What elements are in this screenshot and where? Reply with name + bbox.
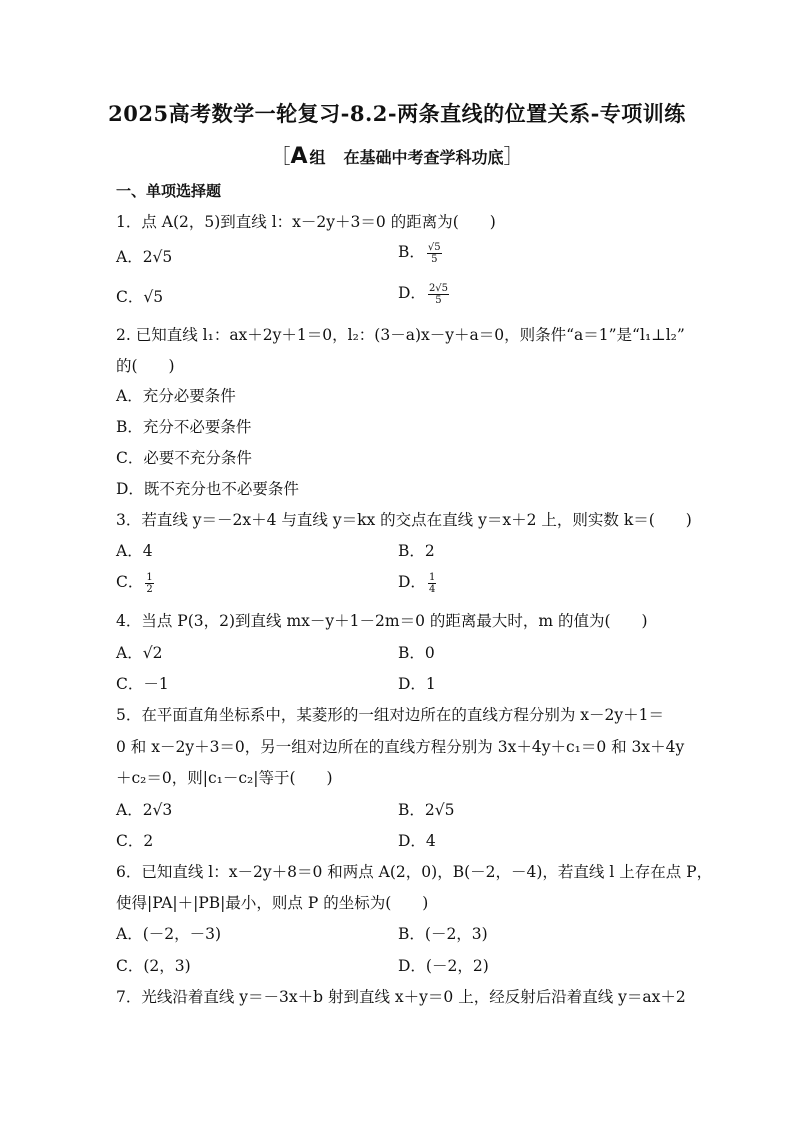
q7-stem-line1: 7．光线沿着直线 y＝－3x＋b 射到直线 x＋y＝0 上，经反射后沿着直线 y＝ax＋2: [116, 988, 686, 1006]
group-word: 组: [309, 148, 326, 167]
group-heading: [0, 140, 794, 169]
q5-stem-line2: 0 和 x－2y＋3＝0，另一组对边所在的直线方程分别为 3x＋4y＋c₁＝0 和 3x＋4y: [116, 738, 685, 756]
q1-option-d: D． $\frac{2√5}{5}$: [398, 282, 449, 306]
q3-option-b: B．2: [398, 542, 435, 560]
section-heading: 一、单项选择题: [116, 182, 222, 200]
q1-stem: 1．点 A(2，5)到直线 l：x－2y＋3＝0 的距离为( ): [116, 213, 496, 231]
q6-stem-line2: 使得|PA|＋|PB|最小，则点 P 的坐标为( ): [116, 894, 429, 912]
q3-stem: 3．若直线 y＝－2x＋4 与直线 y＝kx 的交点在直线 y＝x＋2 上，则实数 k＝( ): [116, 511, 692, 529]
q5-option-b: B．2√5: [398, 801, 455, 819]
q4-stem: 4．当点 P(3，2)到直线 mx－y＋1－2m＝0 的距离最大时，m 的值为( ): [116, 612, 648, 630]
q5-option-a: A．2√3: [116, 801, 173, 819]
q3-option-d: D． $\frac{1}{4}$: [398, 571, 436, 595]
page-title: 2025高考数学一轮复习-8.2-两条直线的位置关系-专项训练: [108, 101, 686, 126]
q6-option-d: D．(－2，2): [398, 957, 489, 975]
bracket-close: ］: [503, 144, 524, 168]
q4-option-c: C．－1: [116, 675, 169, 693]
q2-option-b: B．充分不必要条件: [116, 418, 252, 436]
q1-option-a: A．2√5: [116, 248, 173, 266]
q3-option-c: C． $\frac{1}{2}$: [116, 571, 153, 595]
q4-option-a: A．√2: [116, 644, 163, 662]
group-letter: A: [290, 144, 308, 169]
q6-option-c: C．(2，3): [116, 957, 191, 975]
bracket-open: ［: [270, 144, 291, 168]
q2-option-a: A．充分必要条件: [116, 387, 236, 405]
q1-option-b: B． $\frac{√5}{5}$: [398, 241, 441, 265]
q3-option-a: A．4: [116, 542, 153, 560]
q6-option-a: A．(－2，－3): [116, 925, 222, 943]
q2-stem-line2: 的( ): [116, 357, 175, 375]
q6-option-b: B．(－2，3): [398, 925, 488, 943]
q2-option-d: D．既不充分也不必要条件: [116, 480, 299, 498]
q6-stem-line1: 6．已知直线 l：x－2y＋8＝0 和两点 A(2，0)，B(－2，－4)，若直线 l 上存在点 P，: [116, 863, 713, 881]
q5-option-d: D．4: [398, 832, 436, 850]
q4-option-b: B．0: [398, 644, 435, 662]
q2-option-c: C．必要不充分条件: [116, 449, 252, 467]
group-subtitle: 在基础中考查学科功底: [343, 148, 504, 167]
q2-stem-line1: 2. 已知直线 l₁：ax＋2y＋1＝0，l₂：(3－a)x－y＋a＝0，则条件“a＝1”是“l₁⊥l₂”: [116, 326, 685, 344]
q5-stem-line3: ＋c₂＝0，则|c₁－c₂|等于( ): [116, 769, 333, 787]
q1-option-c: C．√5: [116, 288, 164, 306]
q5-stem-line1: 5．在平面直角坐标系中，某菱形的一组对边所在的直线方程分别为 x－2y＋1＝: [116, 706, 665, 724]
q5-option-c: C．2: [116, 832, 154, 850]
q4-option-d: D．1: [398, 675, 436, 693]
